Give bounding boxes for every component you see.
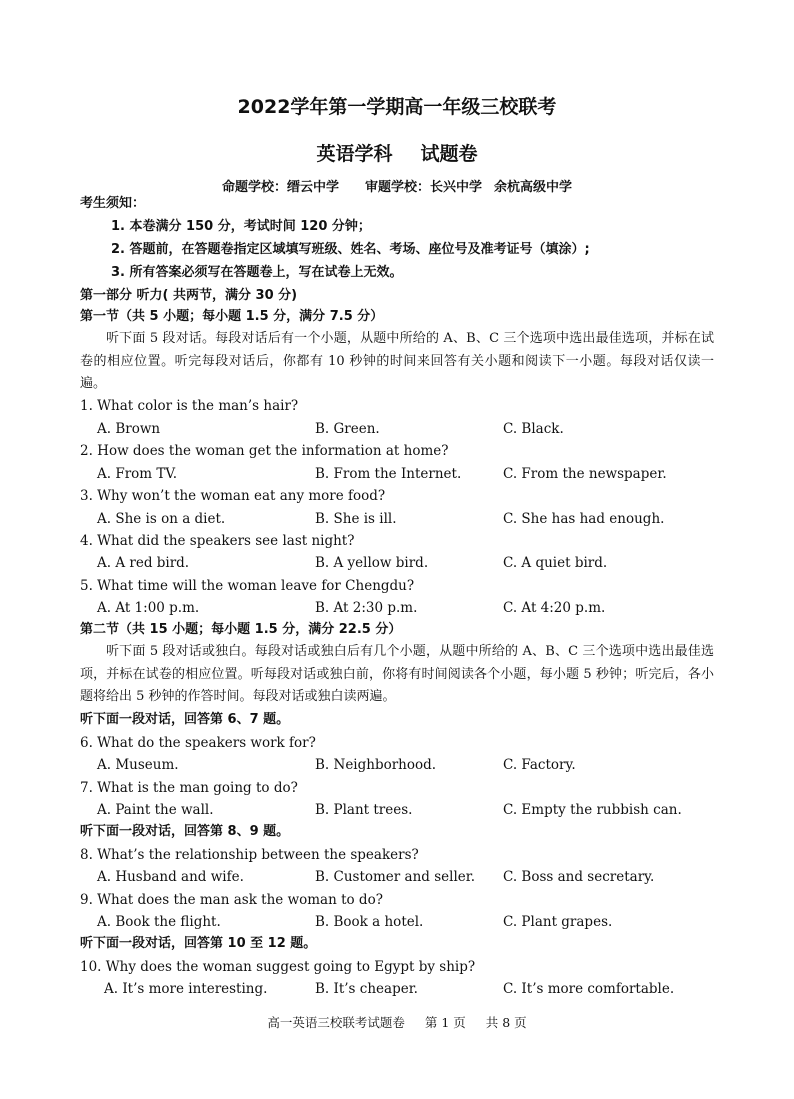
notice-item-3: 3. 所有答案必须写在答题卷上，写在试卷上无效。 xyxy=(111,265,403,280)
option-b: B. She is ill. xyxy=(315,511,397,527)
option-a: A. From TV. xyxy=(97,466,178,482)
option-a: A. Husband and wife. xyxy=(97,869,244,885)
option-c: C. She has had enough. xyxy=(503,511,665,527)
option-a: A. Brown xyxy=(97,421,161,437)
options-8 xyxy=(0,867,794,887)
option-a: A. Museum. xyxy=(97,757,179,773)
question-10: 10. Why does the woman suggest going to Egypt by ship? xyxy=(80,959,476,975)
option-b: B. A yellow bird. xyxy=(315,555,429,571)
question-7: 7. What is the man going to do? xyxy=(80,780,298,796)
question-8: 8. What’s the relationship between the speakers? xyxy=(80,847,419,863)
option-b: B. From the Internet. xyxy=(315,466,462,482)
option-b: B. Green. xyxy=(315,421,380,437)
option-a: A. At 1:00 p.m. xyxy=(97,600,200,616)
option-c: C. From the newspaper. xyxy=(503,466,667,482)
options-4 xyxy=(0,553,794,573)
exam-title: 2022学年第一学期高一年级三校联考 xyxy=(237,96,557,118)
footer-total-pages: 共 8 页 xyxy=(485,1015,527,1030)
option-a: A. Paint the wall. xyxy=(97,802,214,818)
option-c: C. Boss and secretary. xyxy=(503,869,655,885)
option-a: A. It’s more interesting. xyxy=(104,981,268,997)
reviewer-school: 审题学校：长兴中学 xyxy=(364,180,482,195)
option-a: A. She is on a diet. xyxy=(97,511,226,527)
group-6-7-heading: 听下面一段对话，回答第 6、7 题。 xyxy=(80,712,290,727)
section1-heading: 第一节（共 5 小题；每小题 1.5 分，满分 7.5 分） xyxy=(80,309,384,324)
option-b: B. It’s cheaper. xyxy=(315,981,418,997)
options-3 xyxy=(0,509,794,529)
option-b: B. At 2:30 p.m. xyxy=(315,600,418,616)
footer-paper-name: 高一英语三校联考试题卷 xyxy=(267,1015,405,1030)
subject-label: 英语学科 xyxy=(316,143,393,165)
options-6 xyxy=(0,755,794,775)
notice-item-1: 1. 本卷满分 150 分，考试时间 120 分钟； xyxy=(111,219,371,234)
option-b: B. Plant trees. xyxy=(315,802,413,818)
question-4: 4. What did the speakers see last night? xyxy=(80,533,355,549)
option-c: C. Black. xyxy=(503,421,564,437)
question-9: 9. What does the man ask the woman to do? xyxy=(80,892,383,908)
section2-instructions: 听下面 5 段对话或独白。每段对话或独白后有几个小题，从题中所给的 A、B、C 三个选项中选出最佳选项，并标在试卷的相应位置。听每段对话或独白前，你将有时间阅读各个小题，每小题 5 秒钟；听完后，各小题将给出 5 秒钟的作答时间。每段对话或独白读两遍。 xyxy=(80,644,714,704)
options-2 xyxy=(0,464,794,484)
question-2: 2. How does the woman get the information at home? xyxy=(80,443,449,459)
option-c: C. Empty the rubbish can. xyxy=(503,802,682,818)
school-info xyxy=(0,176,794,195)
option-c: C. A quiet bird. xyxy=(503,555,608,571)
option-b: B. Neighborhood. xyxy=(315,757,437,773)
section1-instructions: 听下面 5 段对话。每段对话后有一个小题，从题中所给的 A、B、C 三个选项中选出最佳选项，并标在试卷的相应位置。听完每段对话后，你都有 10 秒钟的时间来回答有关小题和阅读下一小题。每段对话仅读一遍。 xyxy=(80,331,714,391)
question-6: 6. What do the speakers work for? xyxy=(80,735,316,751)
option-c: C. Plant grapes. xyxy=(503,914,613,930)
option-b: B. Customer and seller. xyxy=(315,869,476,885)
paper-label: 试题卷 xyxy=(420,143,478,165)
notice-heading: 考生须知： xyxy=(80,196,146,211)
setter-school: 命题学校：缙云中学 xyxy=(221,180,339,195)
option-a: A. A red bird. xyxy=(97,555,190,571)
notice-item-2: 2. 答题前，在答题卷指定区域填写班级、姓名、考场、座位号及准考证号（填涂）; xyxy=(111,242,590,257)
options-10 xyxy=(0,979,794,999)
option-b: B. Book a hotel. xyxy=(315,914,424,930)
group-8-9-heading: 听下面一段对话，回答第 8、9 题。 xyxy=(80,824,290,839)
options-9 xyxy=(0,912,794,932)
options-7 xyxy=(0,800,794,820)
footer-page-number: 第 1 页 xyxy=(424,1015,466,1030)
options-5 xyxy=(0,598,794,618)
question-5: 5. What time will the woman leave for Chengdu? xyxy=(80,578,415,594)
option-c: C. Factory. xyxy=(503,757,576,773)
section2-heading: 第二节（共 15 小题；每小题 1.5 分，满分 22.5 分） xyxy=(80,622,402,637)
options-1 xyxy=(0,419,794,439)
question-3: 3. Why won’t the woman eat any more food? xyxy=(80,488,386,504)
exam-subtitle xyxy=(0,139,794,166)
reviewer-school-2: 余杭高级中学 xyxy=(494,180,573,195)
part1-heading: 第一部分 听力( 共两节，满分 30 分) xyxy=(80,288,298,303)
option-a: A. Book the flight. xyxy=(97,914,221,930)
page-footer xyxy=(0,1013,794,1031)
question-1: 1. What color is the man’s hair? xyxy=(80,398,299,414)
option-c: C. It’s more comfortable. xyxy=(503,981,675,997)
group-10-12-heading: 听下面一段对话，回答第 10 至 12 题。 xyxy=(80,936,317,951)
option-c: C. At 4:20 p.m. xyxy=(503,600,606,616)
